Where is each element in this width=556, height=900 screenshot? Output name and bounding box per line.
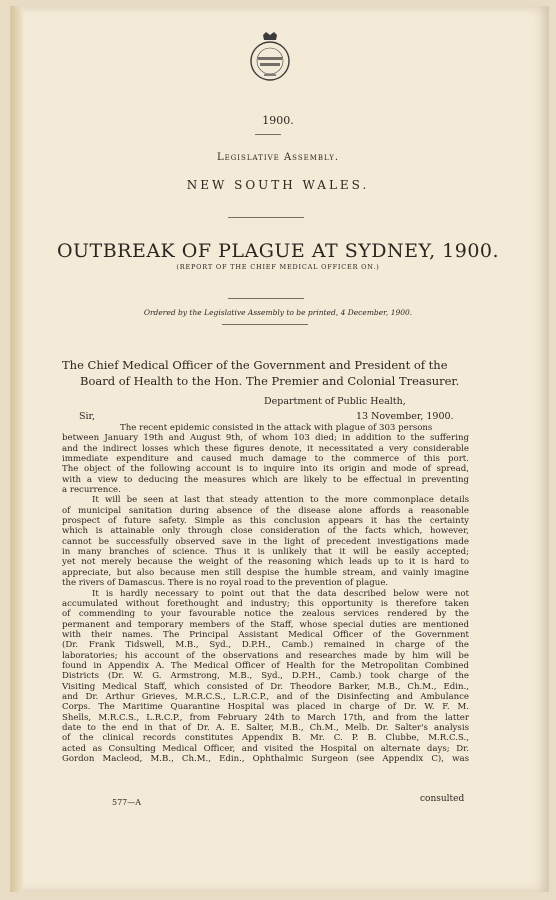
signature-mark: 577—A: [112, 798, 142, 807]
body-line: of municipal sanitation during absence of the disease alone affords a reasonable: [62, 505, 469, 516]
divider: [228, 298, 304, 299]
year: 1900.: [262, 114, 294, 127]
body-line: date to the end in that of Dr. A. E. Salter, M.B., Ch.M., Melb. Dr. Salter's analysis: [62, 722, 469, 733]
library-stamp: [249, 32, 291, 82]
body-line: permanent and temporary members of the Staff, whose special duties are mentioned: [62, 619, 469, 630]
body-line: acted as Consulting Medical Officer, and visited the Hospital on alternate days; Dr.: [62, 743, 469, 754]
assembly-heading: Legislative Assembly.: [216, 152, 340, 163]
body-line: Visiting Medical Staff, which consisted of Dr. Theodore Barker, M.B., Ch.M., Edin.,: [62, 681, 469, 692]
body-line: with their names. The Principal Assistant Medical Officer of the Government: [62, 629, 469, 640]
page-spine: [11, 6, 23, 892]
body-line: and the indirect losses which these figures denote, it necessitated a very considerable: [62, 443, 469, 454]
body-line: which is attainable only through close consideration of the facts which, however,: [62, 526, 469, 537]
body-line: of the clinical records constitutes Appendix B. Mr. C. P. B. Clubbe, M.R.C.S.,: [62, 733, 469, 744]
address-block: [62, 357, 462, 389]
body-line: between January 19th and August 9th, of whom 103 died; in addition to the suffering: [62, 433, 469, 444]
body-line: Gordon Macleod, M.B., Ch.M., Edin., Ophthalmic Surgeon (see Appendix C), was: [62, 754, 469, 764]
letter-date: 13 November, 1900.: [356, 411, 454, 422]
salutation: Sir,: [79, 411, 96, 422]
body-line: and Dr. Arthur Grieves, M.R.C.S., L.R.C.P., and of the Disinfecting and Ambulance: [62, 691, 469, 702]
body-line: laboratories; his account of the observations and researches made by him will be: [62, 650, 469, 661]
body-line: The recent epidemic consisted in the attack with plague of 303 persons: [120, 423, 433, 433]
body-line: in many branches of science. Thus it is unlikely that it will be easily accepted;: [62, 547, 469, 558]
body-line: found in Appendix A. The Medical Officer of Health for the Metropolitan Combined: [62, 660, 469, 671]
catchword: consulted: [420, 794, 465, 804]
body-line: appreciate, but also because men still despise the humble stream, and vainly imagine: [62, 567, 469, 578]
body-line: Corps. The Maritime Quarantine Hospital was placed in charge of Dr. W. F. M.: [62, 702, 469, 713]
body-line: accumulated without forethought and industry; this opportunity is therefore taken: [62, 598, 469, 609]
report-title: OUTBREAK OF PLAGUE AT SYDNEY, 1900.: [56, 240, 500, 262]
divider: [255, 134, 281, 135]
body-line: with a view to deducing the measures which are likely to be effectual in preventing: [62, 474, 469, 485]
state-heading: NEW SOUTH WALES.: [186, 178, 370, 192]
body-line: Districts (Dr. W. G. Armstrong, M.B., Syd., D.P.H., Camb.) took charge of the: [62, 671, 469, 682]
body-line: Shells, M.R.C.S., L.R.C.P., from February 24th to March 17th, and from the latter: [62, 712, 469, 723]
body-line: the rivers of Damascus. There is no royal road to the prevention of plague.: [62, 578, 389, 589]
body-line: The object of the following account is to inquire into its origin and mode of spread,: [62, 464, 469, 475]
divider: [222, 324, 308, 325]
report-subtitle: (REPORT OF THE CHIEF MEDICAL OFFICER ON.): [176, 263, 380, 271]
address-line: The Chief Medical Officer of the Government and President of the: [62, 358, 448, 372]
address-line: Board of Health to the Hon. The Premier and Colonial Treasurer.: [80, 374, 460, 388]
divider: [228, 217, 304, 218]
body-line: It is hardly necessary to point out that the data described below were not: [92, 588, 469, 599]
body-line: prospect of future safety. Simple as this conclusion appears it has the certainty: [62, 516, 469, 527]
body-line: It will be seen at last that steady attention to the more commonplace details: [92, 495, 469, 506]
body-line: (Dr. Frank Tidswell, M.B., Syd., D.P.H., Camb.) remained in charge of the: [62, 640, 469, 651]
department-line: Department of Public Health,: [264, 396, 406, 407]
body-line: cannot be successfully observed save in the light of precedent investigations made: [62, 536, 469, 547]
body-line: yet not merely because the weight of the reasoning which leads up to it is hard to: [62, 557, 469, 568]
report-body: [62, 423, 469, 764]
print-order: Ordered by the Legislative Assembly to be printed, 4 December, 1900.: [143, 308, 413, 317]
body-line: immediate expenditure and caused much damage to the commerce of this port.: [62, 454, 469, 465]
body-line: a recurrence.: [62, 485, 121, 496]
body-line: of commending to your favourable notice the zealous services rendered by the: [62, 609, 469, 620]
